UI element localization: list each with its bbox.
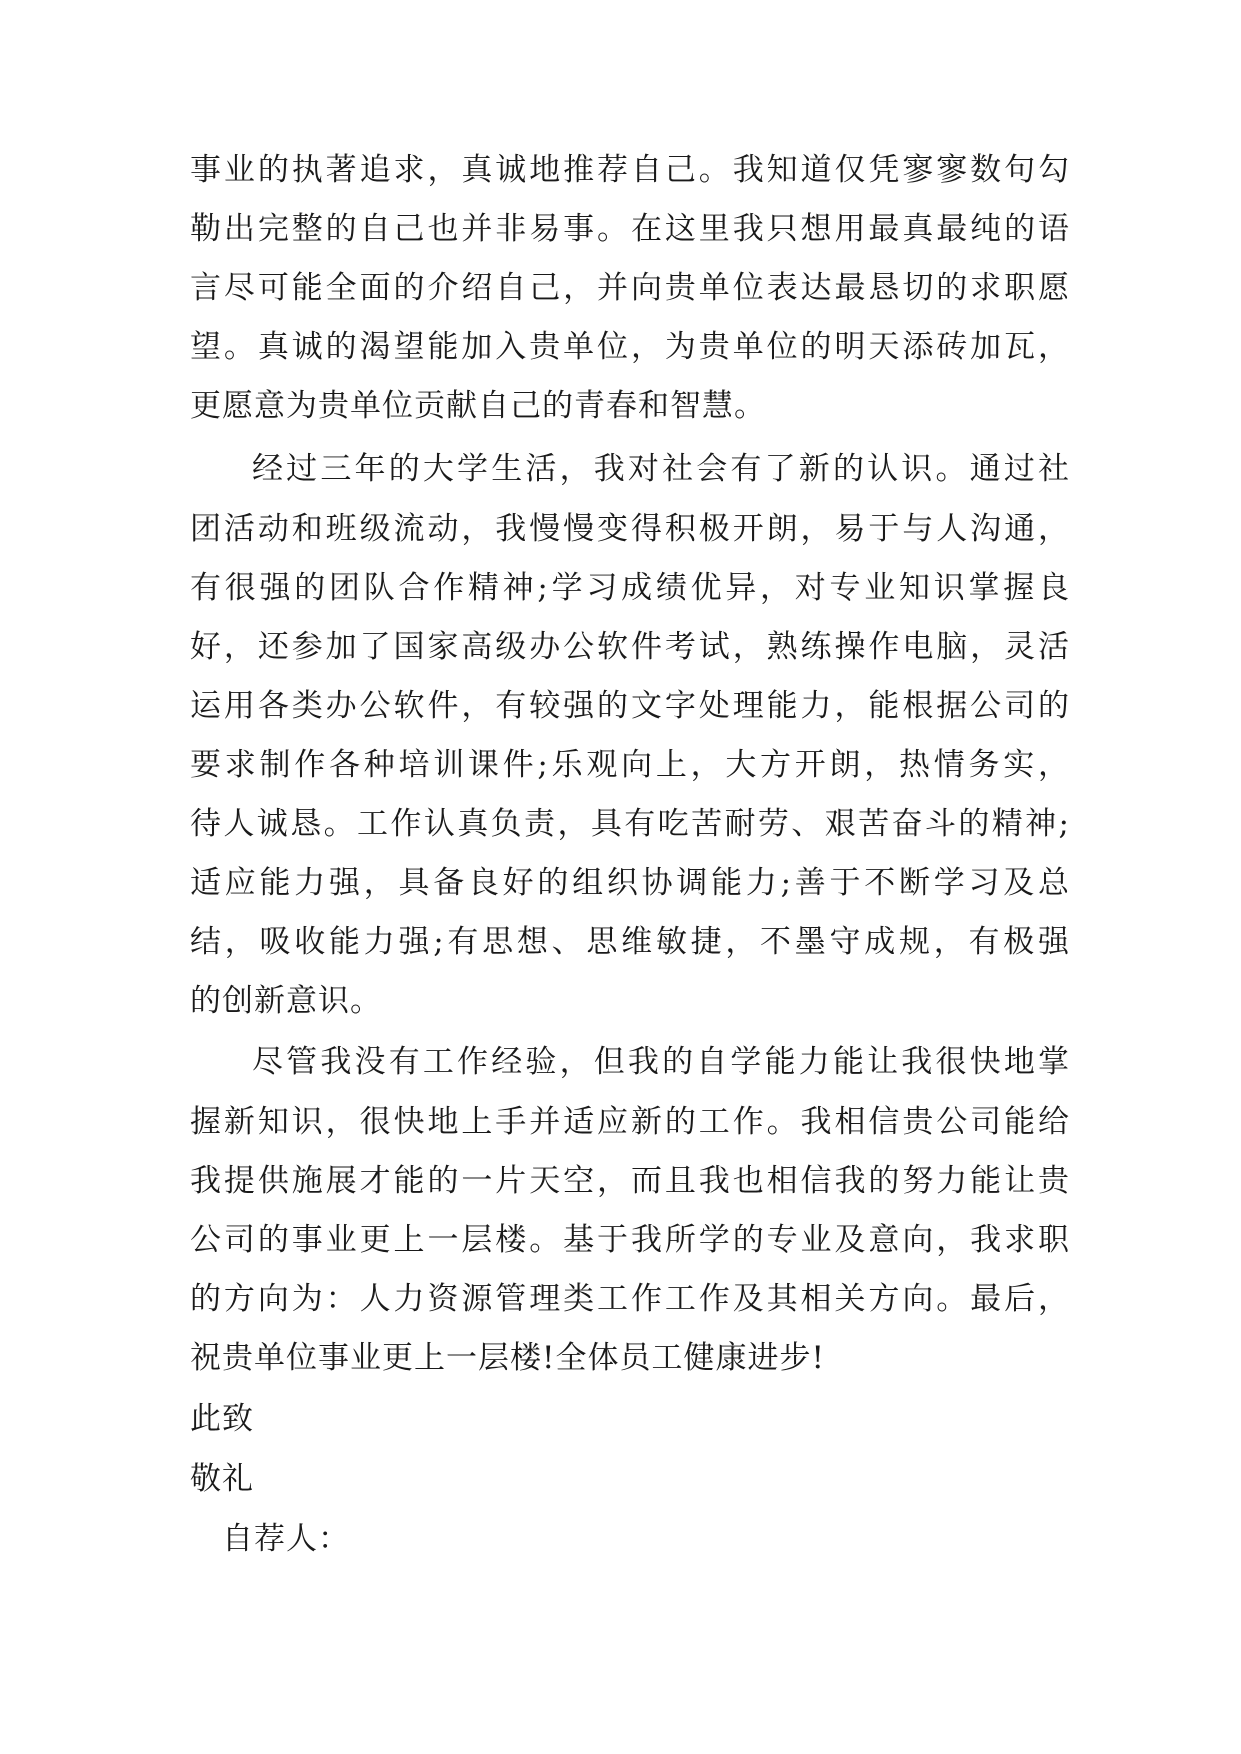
signature-label: 自荐人： <box>222 1521 350 1557</box>
closing-salutation: 此致 <box>190 1401 254 1437</box>
body-text-line: 祝贵单位事业更上一层楼!全体员工健康进步! <box>190 1340 825 1376</box>
body-text-line: 勒出完整的自己也并非易事。在这里我只想用最真最纯的语 <box>190 211 1070 247</box>
body-text-line: 更愿意为贵单位贡献自己的青春和智慧。 <box>190 388 766 424</box>
body-text-line: 运用各类办公软件，有较强的文字处理能力，能根据公司的 <box>190 688 1070 724</box>
paragraph-first-line: 经过三年的大学生活，我对社会有了新的认识。通过社 <box>252 451 1070 487</box>
body-text-line: 我提供施展才能的一片天空，而且我也相信我的努力能让贵 <box>190 1163 1070 1199</box>
body-text-line: 要求制作各种培训课件;乐观向上，大方开朗，热情务实， <box>190 747 1070 783</box>
body-text-line: 待人诚恳。工作认真负责，具有吃苦耐劳、艰苦奋斗的精神; <box>190 806 1070 842</box>
body-text-line: 的创新意识。 <box>190 983 382 1019</box>
body-text-line: 好，还参加了国家高级办公软件考试，熟练操作电脑，灵活 <box>190 629 1070 665</box>
body-text-line: 公司的事业更上一层楼。基于我所学的专业及意向，我求职 <box>190 1222 1070 1258</box>
paragraph-first-line: 尽管我没有工作经验，但我的自学能力能让我很快地掌 <box>252 1044 1070 1080</box>
body-text-line: 有很强的团队合作精神;学习成绩优异，对专业知识掌握良 <box>190 570 1070 606</box>
body-text-line: 事业的执著追求，真诚地推荐自己。我知道仅凭寥寥数句勾 <box>190 152 1070 188</box>
body-text-line: 团活动和班级流动，我慢慢变得积极开朗，易于与人沟通， <box>190 511 1070 547</box>
body-text-line: 言尽可能全面的介绍自己，并向贵单位表达最恳切的求职愿 <box>190 270 1070 306</box>
body-text-line: 的方向为：人力资源管理类工作工作及其相关方向。最后， <box>190 1281 1070 1317</box>
body-text-line: 适应能力强，具备良好的组织协调能力;善于不断学习及总 <box>190 865 1070 901</box>
body-text-line: 握新知识，很快地上手并适应新的工作。我相信贵公司能给 <box>190 1104 1070 1140</box>
body-text-line: 结，吸收能力强;有思想、思维敏捷，不墨守成规，有极强 <box>190 924 1070 960</box>
body-text-line: 望。真诚的渴望能加入贵单位，为贵单位的明天添砖加瓦， <box>190 329 1070 365</box>
closing-regards: 敬礼 <box>190 1461 254 1497</box>
